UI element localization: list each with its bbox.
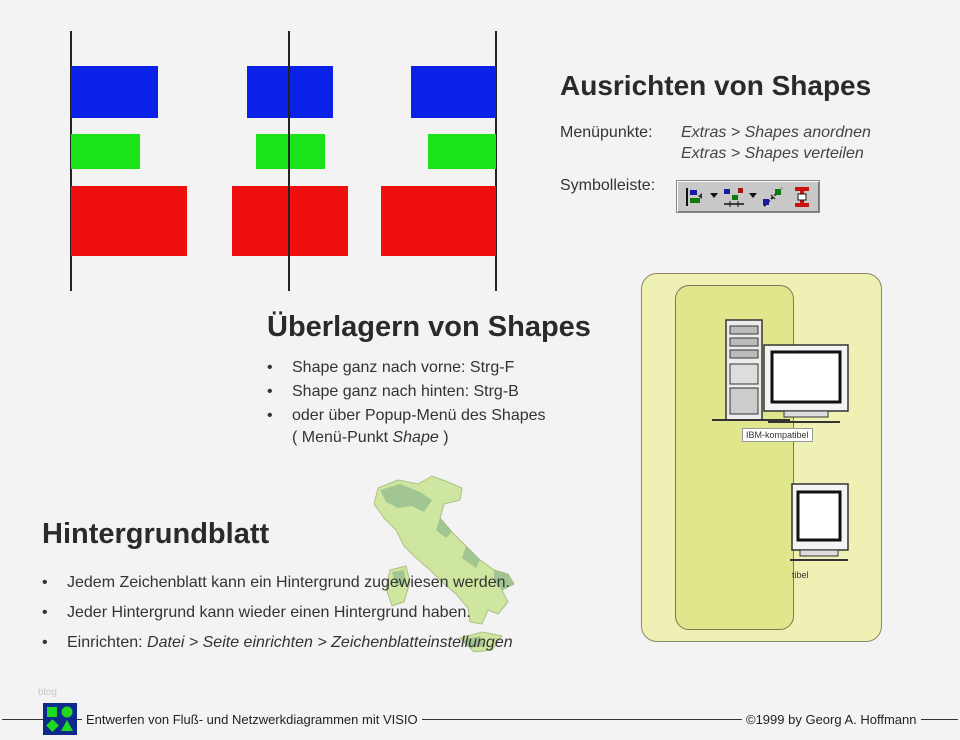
guide-line-center-overlay — [288, 31, 290, 291]
watermark: blog — [38, 687, 57, 698]
background-bullet-list — [42, 568, 513, 658]
continuation-prefix: ( Menü-Punkt — [292, 429, 393, 446]
layout-shapes-icon[interactable] — [790, 185, 814, 209]
dropdown-arrow-icon[interactable] — [710, 193, 718, 198]
list-item: • Shape ganz nach hinten: Strg-B — [267, 380, 546, 404]
green-shape-right — [428, 134, 496, 169]
network-caption-bottom: tibel — [792, 570, 809, 580]
footer-copyright: ©1999 by Georg A. Hoffmann — [742, 712, 921, 727]
bullet-continuation — [292, 429, 449, 447]
red-shape-left — [71, 186, 187, 256]
computer-icon-bottom — [790, 482, 852, 564]
green-shape-center — [256, 134, 325, 169]
section-title-ueberlagern: Überlagern von Shapes — [267, 311, 591, 343]
section-title-ausrichten: Ausrichten von Shapes — [560, 70, 872, 101]
toolbar-label: Symbolleiste: — [560, 177, 656, 194]
list-item: • Shape ganz nach vorne: Strg-F — [267, 356, 546, 380]
bullet3-menu-path: Datei > Seite einrichten > Zeichenblatteinstellungen — [147, 634, 513, 651]
list-item: • Jedem Zeichenblatt kann ein Hintergrund zugewiesen werden. — [42, 568, 513, 598]
distribute-shapes-icon[interactable] — [722, 185, 746, 209]
footer-title: Entwerfen von Fluß- und Netzwerkdiagrammen mit VISIO — [82, 712, 422, 727]
visio-logo — [43, 703, 77, 735]
blue-shape-left — [71, 66, 158, 118]
dropdown-arrow-icon[interactable] — [749, 193, 757, 198]
green-shape-left — [71, 134, 140, 169]
menu-item-anordnen: Extras > Shapes anordnen — [681, 124, 871, 141]
connector-tool-icon[interactable] — [761, 185, 785, 209]
align-shapes-icon[interactable] — [683, 185, 707, 209]
list-item: • Jeder Hintergrund kann wieder einen Hintergrund haben. — [42, 598, 513, 628]
blue-shape-center — [247, 66, 333, 118]
menu-item-verteilen: Extras > Shapes verteilen — [681, 145, 864, 162]
overlay-bullet-list — [267, 356, 546, 428]
continuation-suffix: ) — [438, 429, 449, 446]
bullet3-prefix: Einrichten: — [67, 634, 148, 651]
red-shape-center — [232, 186, 348, 256]
list-item — [42, 628, 513, 658]
network-caption-top: IBM-kompatibel — [742, 428, 813, 442]
continuation-italic: Shape — [392, 429, 439, 446]
shape-toolbar — [676, 180, 820, 213]
computer-icon-top — [710, 318, 852, 426]
list-item: • oder über Popup-Menü des Shapes — [267, 404, 546, 428]
section-title-hintergrund: Hintergrundblatt — [42, 518, 270, 550]
red-shape-right — [381, 186, 496, 256]
menu-label: Menüpunkte: — [560, 124, 653, 141]
blue-shape-right — [411, 66, 496, 118]
